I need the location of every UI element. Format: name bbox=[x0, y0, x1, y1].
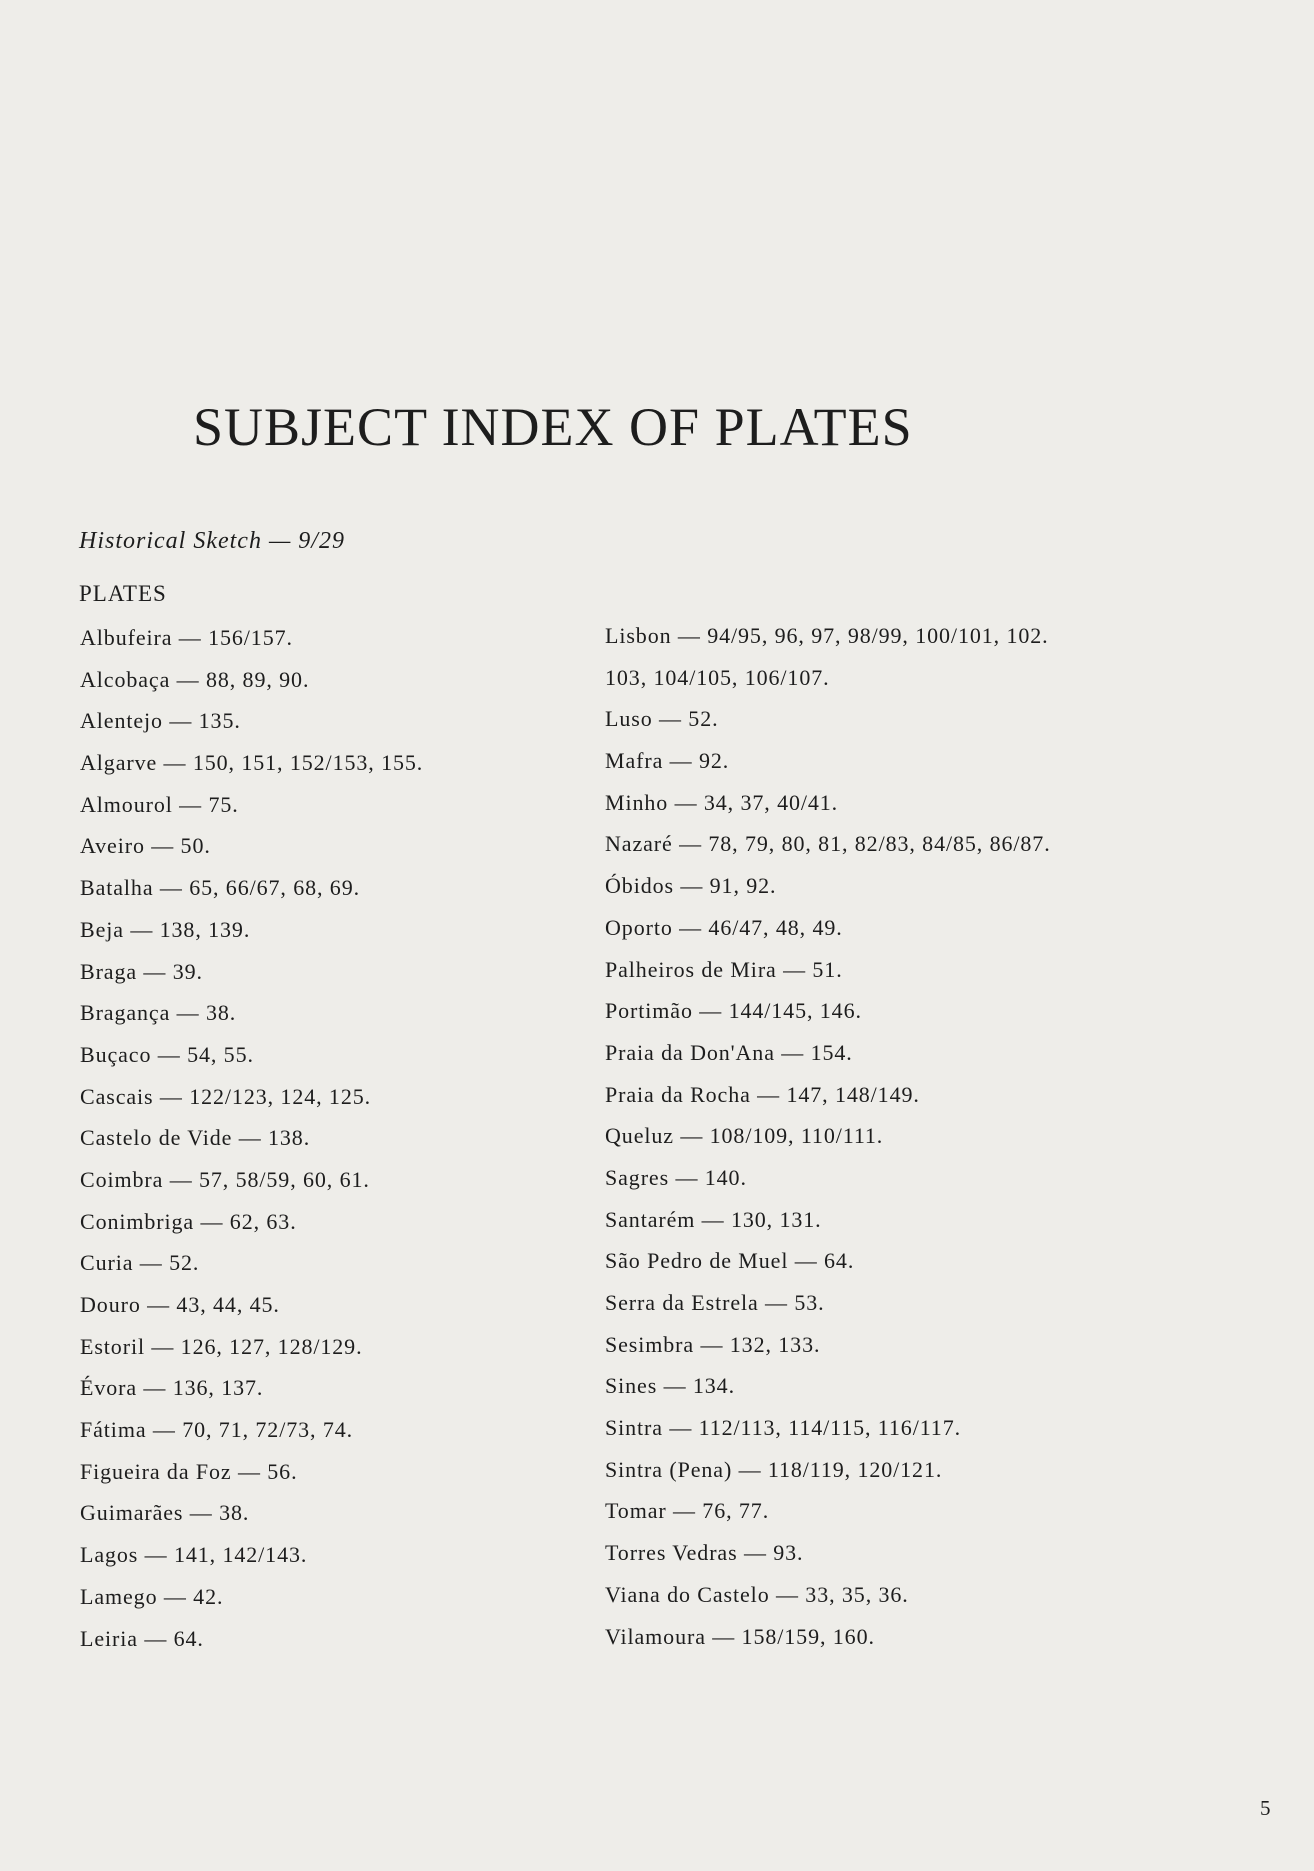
index-entry: Portimão — 144/145, 146. bbox=[605, 998, 862, 1024]
index-entry: Guimarães — 38. bbox=[80, 1500, 250, 1526]
index-entry: Praia da Don'Ana — 154. bbox=[605, 1039, 853, 1065]
index-column-left bbox=[80, 627, 423, 1669]
index-entry: Oporto — 46/47, 48, 49. bbox=[605, 914, 843, 940]
page-title: SUBJECT INDEX OF PLATES bbox=[193, 397, 913, 457]
index-entry: Douro — 43, 44, 45. bbox=[80, 1292, 280, 1317]
index-entry: Vilamoura — 158/159, 160. bbox=[605, 1623, 875, 1649]
index-entry: 103, 104/105, 106/107. bbox=[605, 664, 830, 690]
index-entry: Mafra — 92. bbox=[605, 748, 730, 774]
index-entry: Albufeira — 156/157. bbox=[80, 625, 293, 650]
index-entry: Figueira da Foz — 56. bbox=[80, 1458, 298, 1484]
index-entry: Algarve — 150, 151, 152/153, 155. bbox=[80, 750, 424, 776]
index-entry: Torres Vedras — 93. bbox=[605, 1540, 804, 1566]
index-entry: Castelo de Vide — 138. bbox=[80, 1125, 311, 1151]
index-entry: Bragança — 38. bbox=[80, 1000, 237, 1026]
page-number: 5 bbox=[1260, 1796, 1271, 1820]
index-entry: Palheiros de Mira — 51. bbox=[605, 956, 843, 982]
index-entry: São Pedro de Muel — 64. bbox=[605, 1248, 855, 1274]
index-entry: Óbidos — 91, 92. bbox=[605, 873, 777, 899]
index-entry: Sagres — 140. bbox=[605, 1164, 747, 1190]
index-entry: Buçaco — 54, 55. bbox=[80, 1041, 254, 1067]
index-entry: Sesimbra — 132, 133. bbox=[605, 1331, 821, 1357]
index-column-right bbox=[605, 625, 1051, 1667]
index-entry: Almourol — 75. bbox=[80, 791, 239, 817]
index-entry: Sines — 134. bbox=[605, 1373, 735, 1399]
index-entry: Queluz — 108/109, 110/111. bbox=[605, 1123, 884, 1149]
index-entry: Leiria — 64. bbox=[80, 1625, 204, 1651]
index-entry: Lisbon — 94/95, 96, 97, 98/99, 100/101, 102. bbox=[605, 623, 1049, 648]
historical-sketch-entry: Historical Sketch — 9/29 bbox=[79, 528, 345, 554]
index-entry: Lagos — 141, 142/143. bbox=[80, 1542, 308, 1568]
index-entry: Praia da Rocha — 147, 148/149. bbox=[605, 1081, 920, 1107]
index-entry: Évora — 136, 137. bbox=[80, 1375, 264, 1401]
index-entry: Coimbra — 57, 58/59, 60, 61. bbox=[80, 1166, 370, 1192]
plates-heading: PLATES bbox=[79, 581, 167, 606]
index-entry: Fátima — 70, 71, 72/73, 74. bbox=[80, 1417, 354, 1443]
index-entry: Minho — 34, 37, 40/41. bbox=[605, 789, 839, 815]
index-entry: Curia — 52. bbox=[80, 1250, 200, 1276]
index-entry: Aveiro — 50. bbox=[80, 833, 211, 859]
index-entry: Batalha — 65, 66/67, 68, 69. bbox=[80, 875, 361, 901]
index-entry: Tomar — 76, 77. bbox=[605, 1498, 770, 1524]
index-entry: Conimbriga — 62, 63. bbox=[80, 1208, 297, 1234]
index-entry: Alentejo — 135. bbox=[80, 708, 241, 734]
index-entry: Braga — 39. bbox=[80, 958, 203, 984]
index-entry: Estoril — 126, 127, 128/129. bbox=[80, 1333, 363, 1359]
index-entry: Serra da Estrela — 53. bbox=[605, 1290, 825, 1315]
index-entry: Santarém — 130, 131. bbox=[605, 1206, 822, 1232]
index-entry: Luso — 52. bbox=[605, 706, 719, 732]
index-entry: Cascais — 122/123, 124, 125. bbox=[80, 1083, 372, 1109]
index-entry: Sintra (Pena) — 118/119, 120/121. bbox=[605, 1456, 943, 1482]
index-entry: Alcobaça — 88, 89, 90. bbox=[80, 666, 310, 692]
index-entry: Beja — 138, 139. bbox=[80, 916, 251, 942]
index-entry: Viana do Castelo — 33, 35, 36. bbox=[605, 1581, 909, 1607]
index-entry: Sintra — 112/113, 114/115, 116/117. bbox=[605, 1415, 961, 1441]
index-entry: Lamego — 42. bbox=[80, 1583, 224, 1609]
index-entry: Nazaré — 78, 79, 80, 81, 82/83, 84/85, 86/87. bbox=[605, 831, 1051, 857]
